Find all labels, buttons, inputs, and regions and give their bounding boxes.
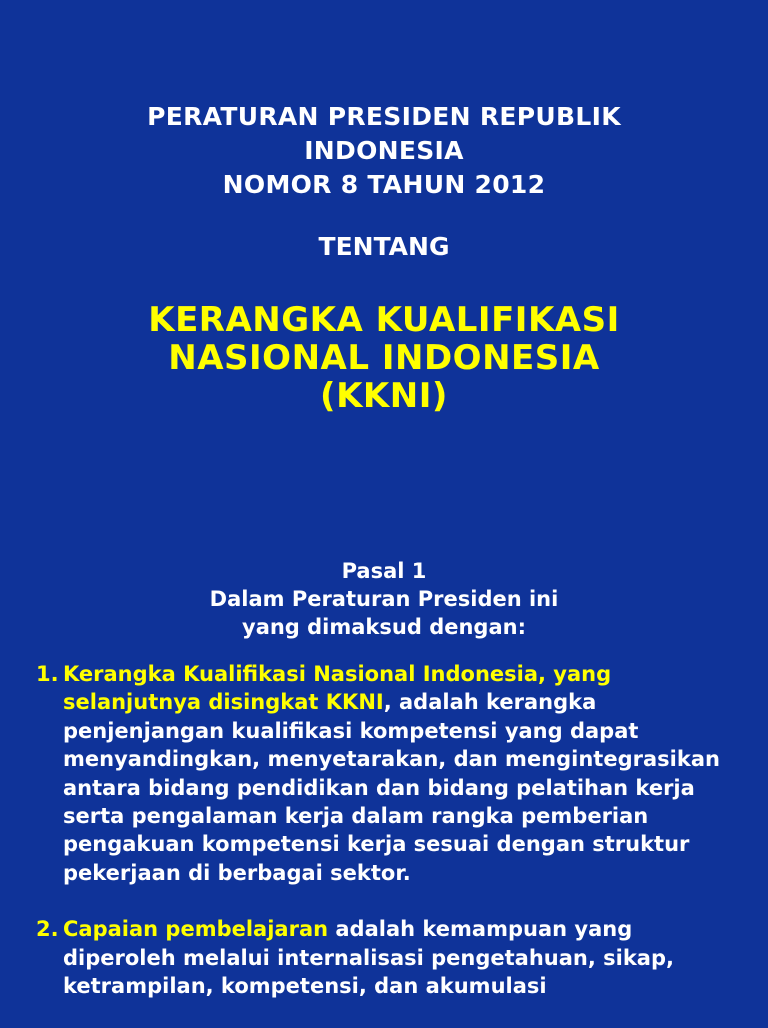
definition-list	[36, 660, 736, 1028]
item-text	[63, 660, 736, 887]
header-line: NOMOR 8 TAHUN 2012	[222, 170, 546, 199]
regulation-header	[0, 100, 768, 202]
title-line: NASIONAL INDONESIA	[168, 338, 600, 378]
pasal-intro	[0, 557, 768, 641]
item-number: 2.	[36, 917, 59, 942]
title-line: (KKNI)	[320, 376, 448, 416]
header-line: INDONESIA	[304, 136, 464, 165]
pasal-line: Dalam Peraturan Presiden ini	[209, 587, 559, 611]
regulation-title	[0, 301, 768, 415]
item-definition: adalah kemampuan yang diperoleh melalui internalisasi pengetahuan, sikap, ketrampilan, kompetensi, dan akumulasi	[63, 917, 674, 999]
tentang-label: TENTANG	[318, 232, 450, 261]
item-number: 1.	[36, 662, 59, 686]
item-text	[63, 915, 736, 1000]
item-term: Capaian pembelajaran	[63, 917, 329, 942]
item-definition: , adalah kerangka penjenjangan kualifikasi kompetensi yang dapat menyandingkan, menyetarakan, dan mengintegrasikan antara bidang pendidikan dan bidang pelatihan kerja serta pengalaman kerja dalam rangka pemberian pengakuan kompetensi kerja sesuai dengan struktur pekerjaan di berbagai sektor.	[63, 690, 720, 885]
header-line: PERATURAN PRESIDEN REPUBLIK	[147, 102, 621, 131]
definition-item	[36, 915, 736, 1000]
pasal-line: yang dimaksud dengan:	[242, 615, 526, 639]
title-line: KERANGKA KUALIFIKASI	[148, 300, 620, 340]
definition-item	[36, 660, 736, 887]
item-term: Kerangka Kualifikasi Nasional Indonesia, yang selanjutnya disingkat KKNI	[63, 662, 612, 715]
pasal-heading: Pasal 1	[341, 559, 427, 583]
